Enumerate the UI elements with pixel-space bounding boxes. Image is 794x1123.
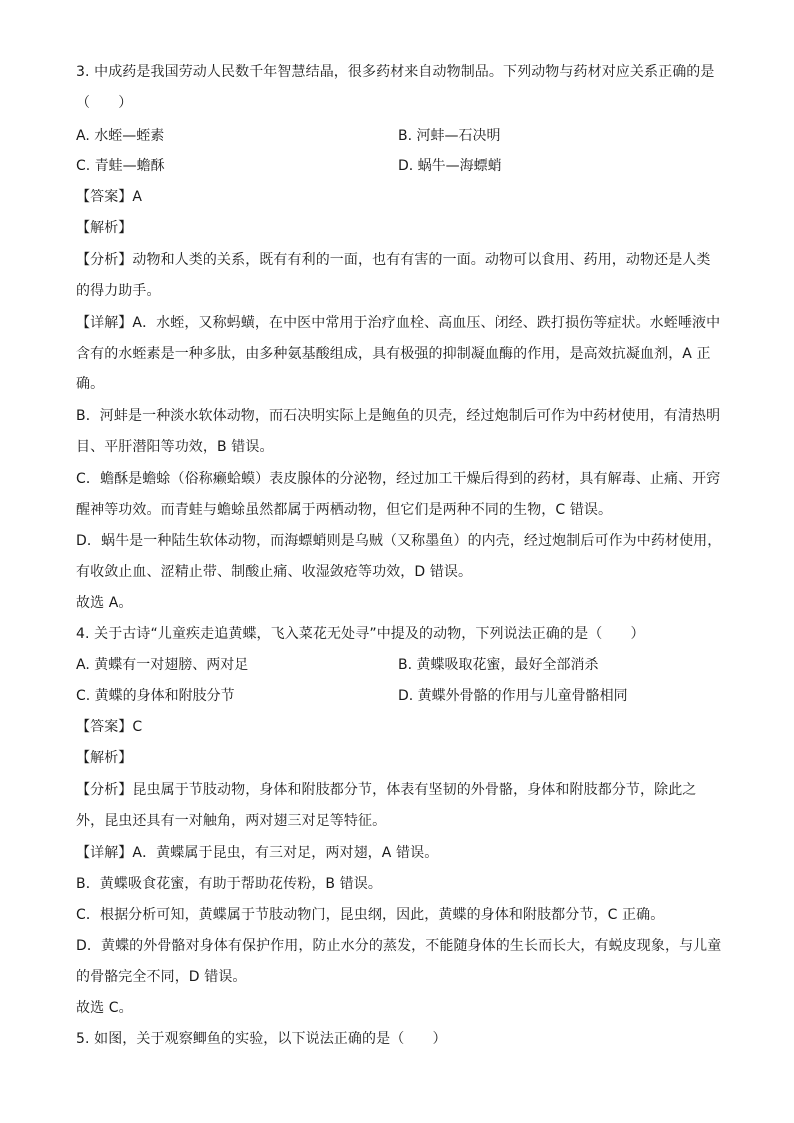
- q3-stem-blank: （ ）: [76, 95, 133, 111]
- q4-answer: 【答案】C: [76, 719, 143, 735]
- q4-fenxi-line-2: 外，昆虫还具有一对触角，两对翅三对足等特征。: [76, 813, 387, 829]
- q3-option-d: D. 蜗牛—海螵蛸: [398, 158, 502, 174]
- q3-xiangjie-line-1: 【详解】A．水蛭，又称蚂蟥，在中医中常用于治疗血栓、高血压、闭经、跌打损伤等症状。水蛭唾液中: [76, 315, 721, 331]
- q3-answer: 【答案】A: [76, 189, 143, 205]
- q3-fenxi-line-1: 【分析】动物和人类的关系，既有有利的一面，也有有害的一面。动物可以食用、药用，动物还是人类: [76, 252, 711, 268]
- q3-xiangjie-line-3: 确。: [76, 376, 105, 392]
- q3-option-c-explanation-1: C．蟾酥是蟾蜍（俗称癞蛤蟆）表皮腺体的分泌物，经过加工干燥后得到的药材，具有解毒、止痛、开窍: [76, 471, 721, 487]
- q3-option-b-explanation-2: 目、平肝潜阳等功效，B 错误。: [76, 439, 274, 455]
- q5-stem: 5. 如图，关于观察鲫鱼的实验，以下说法正确的是（ ）: [76, 1031, 447, 1047]
- q4-option-d-explanation-2: 的骨骼完全不同，D 错误。: [76, 969, 247, 985]
- q4-option-b-explanation: B．黄蝶吸食花蜜，有助于帮助花传粉，B 错误。: [76, 876, 382, 892]
- q4-fenxi-line-1: 【分析】昆虫属于节肢动物，身体和附肢都分节，体表有坚韧的外骨骼，身体和附肢都分节，除此之: [76, 782, 697, 798]
- q3-option-d-explanation-2: 有收敛止血、涩精止带、制酸止痛、收湿敛疮等功效，D 错误。: [76, 564, 473, 580]
- q4-option-c: C. 黄蝶的身体和附肢分节: [76, 688, 235, 704]
- q3-xiangjie-line-2: 含有的水蛭素是一种多肽，由多种氨基酸组成，具有极强的抑制凝血酶的作用，是高效抗凝血剂，A 正: [76, 346, 711, 362]
- q4-option-d: D. 黄蝶外骨骼的作用与儿童骨骼相同: [398, 688, 628, 704]
- q3-option-b: B. 河蚌—石决明: [398, 128, 501, 144]
- q3-analysis-label: 【解析】: [76, 220, 133, 236]
- q4-analysis-label: 【解析】: [76, 750, 133, 766]
- q3-stem: 3. 中成药是我国劳动人民数千年智慧结晶，很多药材来自动物制品。下列动物与药材对应关系正确的是: [76, 64, 715, 80]
- q4-stem: 4. 关于古诗“儿童疾走追黄蝶，飞入菜花无处寻”中提及的动物，下列说法正确的是（ ）: [76, 626, 645, 642]
- q3-conclusion: 故选 A。: [76, 595, 133, 611]
- q4-option-a: A. 黄蝶有一对翅膀、两对足: [76, 657, 249, 673]
- q3-fenxi-line-2: 的得力助手。: [76, 283, 161, 299]
- q3-option-b-explanation-1: B．河蚌是一种淡水软体动物，而石决明实际上是鲍鱼的贝壳，经过炮制后可作为中药材使用，有清热明: [76, 408, 721, 424]
- q3-option-c-explanation-2: 醒神等功效。而青蛙与蟾蜍虽然都属于两栖动物，但它们是两种不同的生物，C 错误。: [76, 502, 613, 518]
- q4-conclusion: 故选 C。: [76, 1000, 133, 1016]
- q3-option-a: A. 水蛭—蛭素: [76, 128, 165, 144]
- q3-option-c: C. 青蛙—蟾酥: [76, 158, 165, 174]
- q4-option-d-explanation-1: D．黄蝶的外骨骼对身体有保护作用，防止水分的蒸发，不能随身体的生长而长大，有蜕皮现象，与儿童: [76, 938, 722, 954]
- q4-option-c-explanation: C．根据分析可知，黄蝶属于节肢动物门，昆虫纲，因此，黄蝶的身体和附肢都分节，C 正确。: [76, 907, 665, 923]
- q4-option-b: B. 黄蝶吸取花蜜，最好全部消杀: [398, 657, 599, 673]
- q3-option-d-explanation-1: D．蜗牛是一种陆生软体动物，而海螵蛸则是乌贼（又称墨鱼）的内壳，经过炮制后可作为中药材使用，: [76, 533, 722, 549]
- q4-xiangjie-line-1: 【详解】A．黄蝶属于昆虫，有三对足，两对翅，A 错误。: [76, 845, 439, 861]
